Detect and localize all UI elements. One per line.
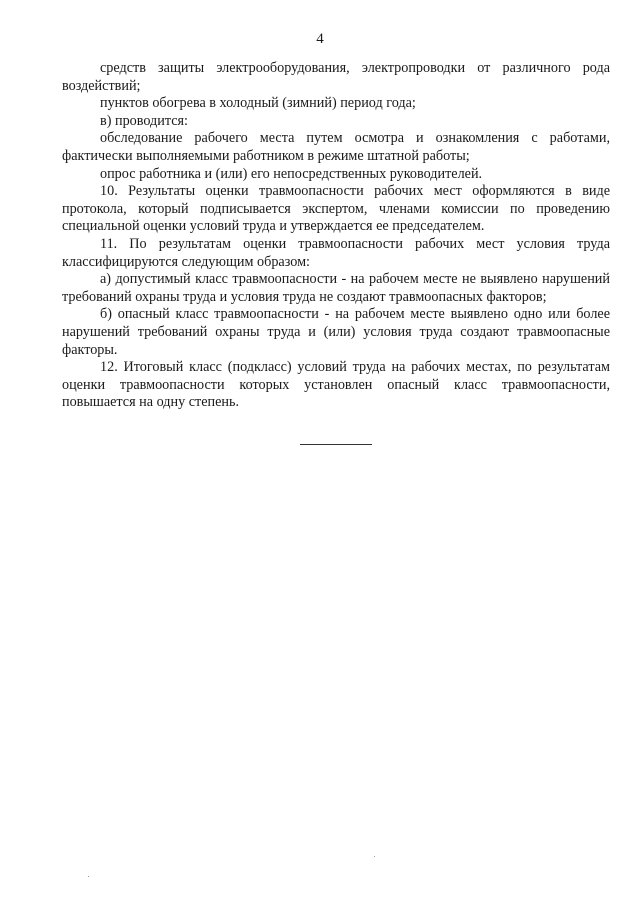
scan-speck	[374, 856, 375, 857]
paragraph-class-dangerous: б) опасный класс травмоопасности - на рабочем месте выявлено одно или более нарушений требований охраны труда и (или) условия труда создают травмоопасные факторы.	[62, 306, 610, 358]
end-divider-line	[300, 444, 372, 445]
paragraph-conducted: в) проводится:	[100, 112, 188, 129]
paragraph-protection-means: средств защиты электрооборудования, электропроводки от различного рода воздействий;	[62, 60, 610, 94]
paragraph-employee-survey: опрос работника и (или) его непосредственных руководителей.	[100, 165, 483, 182]
paragraph-heating-points: пунктов обогрева в холодный (зимний) период года;	[100, 95, 416, 112]
scan-speck	[88, 876, 89, 877]
paragraph-item-11: 11. По результатам оценки травмоопасности рабочих мест условия труда классифицируются следующим образом:	[62, 235, 610, 270]
paragraph-class-acceptable: а) допустимый класс травмоопасности - на рабочем месте не выявлено нарушений требований охраны труда и условия труда не создают травмоопасных факторов;	[62, 271, 610, 305]
paragraph-item-10: 10. Результаты оценки травмоопасности рабочих мест оформляются в виде протокола, который подписывается экспертом, членами комиссии по проведению специальной оценки условий труда и утверждается ее председателем.	[62, 183, 610, 235]
paragraph-item-12: 12. Итоговый класс (подкласс) условий труда на рабочих местах, по результатам оценки травмоопасности которых установлен опасный класс травмоопасности, повышается на одну степень.	[62, 359, 610, 411]
document-body	[62, 60, 610, 412]
page-number: 4	[316, 31, 324, 47]
paragraph-workplace-inspection: обследование рабочего места путем осмотра и ознакомления с работами, фактически выполняемыми работником в режиме штатной работы;	[62, 130, 610, 164]
